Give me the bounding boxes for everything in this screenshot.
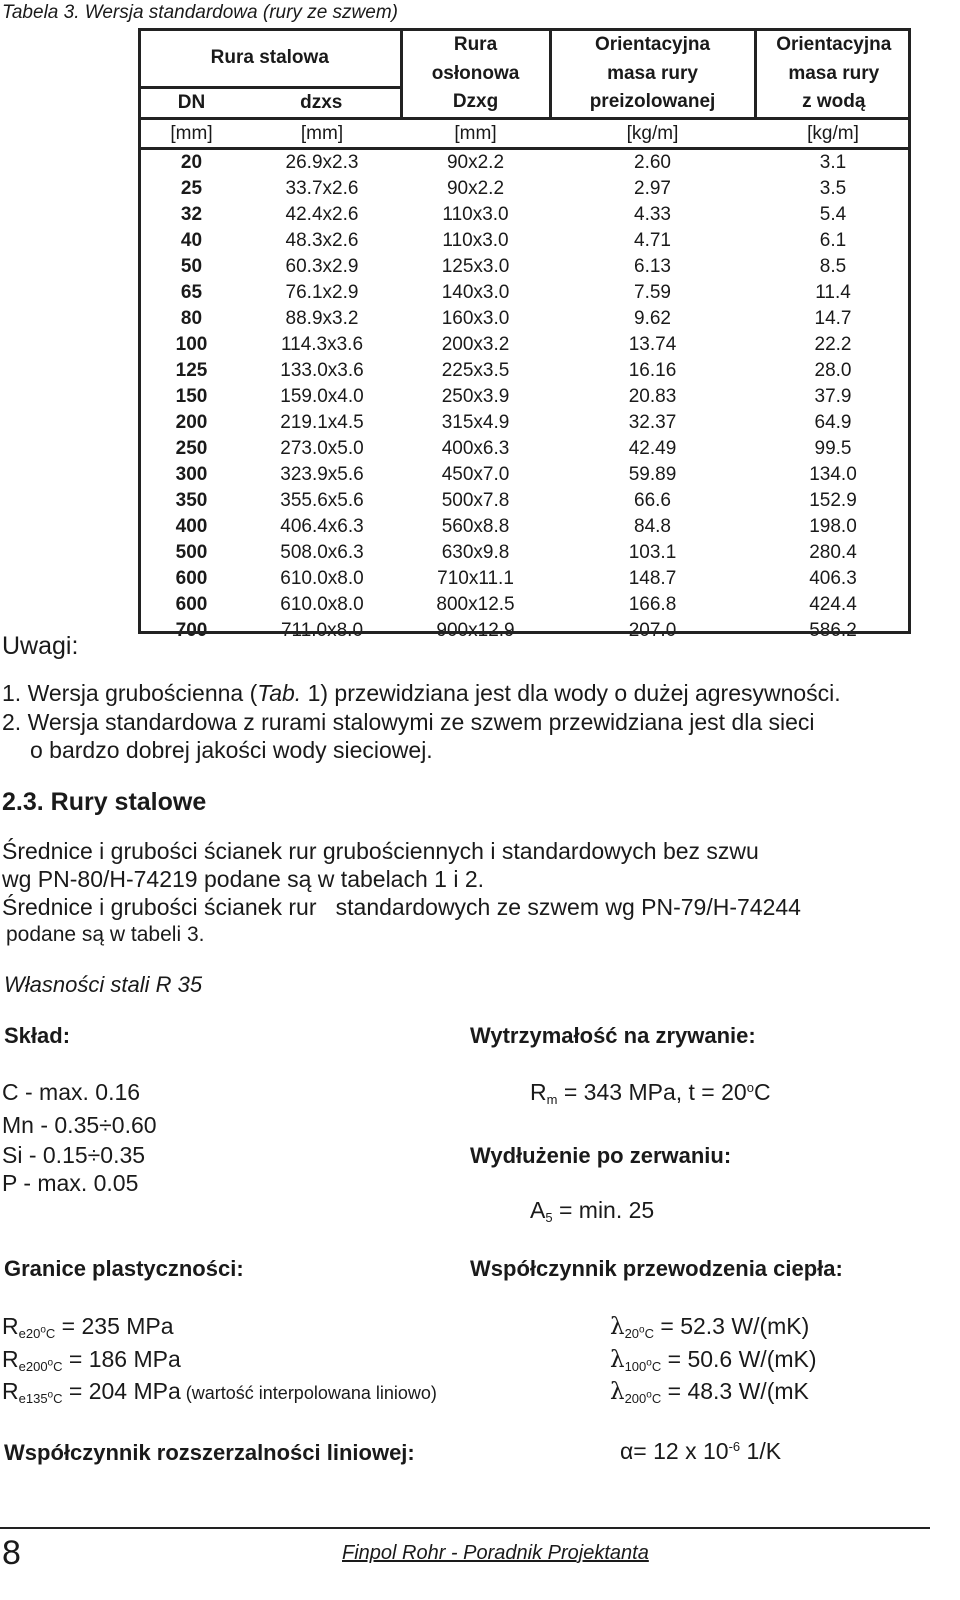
- cell-dn: 600: [175, 594, 208, 615]
- cell-dzxs: 88.9x3.2: [285, 308, 359, 329]
- header-mass-pre-line1: Orientacyjna: [550, 30, 755, 59]
- cell-dn: 50: [180, 256, 203, 277]
- cell-dzxg: 630x9.8: [441, 542, 510, 563]
- table-row: [140, 148, 911, 176]
- conductivity-subscript: [625, 1391, 662, 1406]
- composition-label: Skład:: [4, 1023, 71, 1048]
- expansion-label: Współczynnik rozszerzalności liniowej:: [4, 1440, 415, 1465]
- thermal-conductivity-label: Współczynnik przewodzenia ciepła:: [470, 1256, 843, 1281]
- cell-dzxs: 610.0x8.0: [280, 568, 364, 589]
- yield-subscript: [19, 1359, 63, 1374]
- cell-dzxs: 76.1x2.9: [285, 282, 359, 303]
- header-jacket-pipe-line2: osłonowa: [401, 59, 550, 87]
- cell-mass-pre: 148.7: [628, 568, 677, 589]
- cell-mass-pre: 59.89: [628, 464, 677, 485]
- cell-mass-pre: 207.0: [628, 620, 677, 641]
- cell-dzxs: 711.0x8.0: [280, 620, 364, 641]
- table-row: [140, 488, 911, 514]
- conductivity-sub-degree: o: [639, 1324, 645, 1336]
- cell-mass-water: 586.2: [809, 620, 857, 641]
- yield-sub-degree: o: [40, 1324, 46, 1336]
- cell-dn: 600: [175, 568, 208, 589]
- cell-dn: 20: [140, 148, 243, 176]
- cell-dzxs: 60.3x2.9: [285, 256, 359, 277]
- cell-dzxg: 200x3.2: [441, 334, 510, 355]
- cell-dn: 350: [175, 490, 208, 511]
- paragraph-2-line2: podane są w tabeli 3.: [6, 923, 205, 946]
- lambda-symbol: λ: [610, 1379, 625, 1405]
- cell-mass-water: 134.0: [809, 464, 857, 485]
- conductivity-sub-text: 100: [624, 1359, 647, 1374]
- cell-mass-pre: 32.37: [628, 412, 677, 433]
- conductivity-sub-unit: C: [644, 1326, 654, 1341]
- cell-dzxs: 114.3x3.6: [280, 334, 364, 355]
- header-dn: DN: [140, 87, 243, 118]
- conductivity-sub-text: 200: [624, 1391, 647, 1406]
- alpha-exponent: -6: [728, 1439, 741, 1454]
- cell-mass-pre: 84.8: [634, 516, 671, 537]
- cell-dn: 65: [180, 282, 203, 303]
- cell-mass-water: 3.1: [755, 148, 911, 176]
- table-caption: Tabela 3. Wersja standardowa (rury ze szwem): [2, 2, 398, 23]
- cell-dn: 100: [175, 334, 208, 355]
- cell-mass-pre: 16.16: [628, 360, 677, 381]
- rm-text: = 343 MPa, t = 20: [557, 1079, 747, 1105]
- paragraph-1-line1: Średnice i grubości ścianek rur grubościennych i standardowych bez szwu: [2, 838, 759, 864]
- conductivity-sub-unit: C: [651, 1391, 662, 1406]
- cell-mass-pre: 13.74: [628, 334, 677, 355]
- conductivity-sub-degree: o: [646, 1357, 652, 1369]
- yield-row: [2, 1346, 181, 1374]
- cell-dzxs: 355.6x5.6: [280, 490, 364, 511]
- rm-degree: o: [746, 1080, 754, 1095]
- cell-dzxg: 140x3.0: [441, 282, 510, 303]
- alpha-text: α= 12 x 10: [620, 1438, 729, 1464]
- yield-symbol: R: [2, 1346, 19, 1372]
- cell-dzxg: 110x3.0: [442, 204, 509, 225]
- cell-dn: 200: [175, 412, 208, 433]
- lambda-symbol: λ: [610, 1314, 625, 1340]
- a5-subscript: 5: [545, 1210, 553, 1225]
- rm-subscript: m: [546, 1092, 558, 1107]
- conductivity-value: = 52.3 W/(mK): [654, 1313, 810, 1339]
- composition-mn: Mn - 0.35÷0.60: [2, 1112, 157, 1138]
- cell-mass-water: 8.5: [819, 256, 847, 277]
- cell-dzxs: 323.9x5.6: [280, 464, 364, 485]
- cell-dzxs: 508.0x6.3: [280, 542, 364, 563]
- cell-mass-pre: 2.97: [634, 178, 671, 199]
- cell-dzxs: 26.9x2.3: [243, 148, 401, 176]
- unit-cell: [mm]: [243, 118, 401, 148]
- cell-mass-water: 152.9: [809, 490, 857, 511]
- cell-mass-water: 424.4: [809, 594, 857, 615]
- elongation-label: Wydłużenie po zerwaniu:: [470, 1143, 732, 1168]
- page-number: 8: [2, 1534, 21, 1572]
- table-row: [140, 332, 911, 358]
- cell-dzxg: 900x12.9: [436, 620, 515, 641]
- cell-mass-water: 22.2: [814, 334, 852, 355]
- footer-title: Finpol Rohr - Poradnik Projektanta: [342, 1542, 649, 1564]
- cell-mass-pre: 66.6: [634, 490, 671, 511]
- cell-mass-water: 64.9: [814, 412, 852, 433]
- table-row: [140, 384, 911, 410]
- cell-mass-water: 280.4: [809, 542, 857, 563]
- yield-row: [2, 1378, 437, 1406]
- composition-p: P - max. 0.05: [2, 1170, 139, 1196]
- note-2-line2: o bardzo dobrej jakości wody sieciowej.: [30, 737, 433, 763]
- cell-dzxg: 225x3.5: [441, 360, 510, 381]
- conductivity-row: [610, 1313, 809, 1341]
- header-mass-water-line2: masa rury: [788, 62, 880, 84]
- cell-dzxg: 110x3.0: [442, 230, 509, 251]
- table-row: [140, 228, 911, 254]
- cell-dn: 40: [180, 230, 203, 251]
- cell-mass-water: 37.9: [814, 386, 852, 407]
- table-row: [140, 202, 911, 228]
- cell-dn: 300: [175, 464, 208, 485]
- cell-mass-pre: 7.59: [634, 282, 671, 303]
- cell-dzxg: 160x3.0: [441, 308, 510, 329]
- cell-dzxg: 800x12.5: [436, 594, 515, 615]
- header-jacket-pipe-line1: Rura: [401, 30, 550, 59]
- header-mass-pre-line2: masa rury: [550, 59, 755, 87]
- cell-dn: 80: [180, 308, 203, 329]
- table-row: [140, 618, 911, 644]
- table-row: [140, 410, 911, 436]
- cell-mass-pre: 6.13: [634, 256, 671, 277]
- cell-dzxg: 250x3.9: [441, 386, 510, 407]
- conductivity-row: [610, 1346, 817, 1374]
- yield-sub-unit: C: [45, 1326, 56, 1341]
- cell-dzxs: 42.4x2.6: [285, 204, 359, 225]
- table-row: [140, 462, 911, 488]
- cell-dzxs: 219.1x4.5: [280, 412, 364, 433]
- cell-dzxs: 133.0x3.6: [280, 360, 364, 381]
- table-row: [140, 176, 911, 202]
- note-1-text-a: 1. Wersja grubościenna (: [2, 680, 258, 706]
- properties-title: Własności stali R 35: [4, 972, 203, 997]
- cell-mass-water: 406.3: [809, 568, 857, 589]
- cell-mass-pre: 103.1: [628, 542, 677, 563]
- table-row: [140, 436, 911, 462]
- cell-mass-pre: 166.8: [628, 594, 677, 615]
- a5-value: [530, 1197, 654, 1225]
- cell-mass-water: 99.5: [814, 438, 852, 459]
- cell-dzxs: 159.0x4.0: [280, 386, 364, 407]
- notes-label: Uwagi:: [2, 632, 79, 660]
- section-heading: 2.3. Rury stalowe: [2, 788, 207, 816]
- cell-dzxg: 710x11.1: [437, 568, 514, 589]
- table-row: [140, 306, 911, 332]
- composition-si: Si - 0.15÷0.35: [2, 1142, 146, 1168]
- cell-dzxs: 406.4x6.3: [280, 516, 364, 537]
- unit-cell: [mm]: [140, 118, 243, 148]
- conductivity-sub-degree: o: [646, 1389, 652, 1401]
- cell-mass-water: 11.4: [815, 282, 851, 303]
- table-row: [140, 566, 911, 592]
- table-row: [140, 280, 911, 306]
- table-row: [140, 254, 911, 280]
- cell-dn: 700: [175, 620, 208, 641]
- cell-dzxg: 90x2.2: [401, 148, 550, 176]
- cell-dzxs: 273.0x5.0: [280, 438, 364, 459]
- cell-dzxs: 33.7x2.6: [285, 178, 359, 199]
- cell-dzxg: 450x7.0: [441, 464, 510, 485]
- cell-dn: 250: [175, 438, 208, 459]
- footer-rule: [0, 1527, 930, 1529]
- cell-dzxg: 90x2.2: [446, 178, 505, 199]
- conductivity-row: [610, 1378, 809, 1406]
- cell-dn: 150: [175, 386, 208, 407]
- cell-mass-pre: 4.71: [634, 230, 671, 251]
- cell-mass-pre: 2.60: [550, 148, 755, 176]
- table-row: [140, 514, 911, 540]
- lambda-symbol: λ: [610, 1347, 625, 1373]
- cell-dn: 400: [175, 516, 208, 537]
- header-dzxs: dzxs: [243, 87, 401, 118]
- cell-dn: 500: [175, 542, 208, 563]
- yield-value: = 235 MPa: [55, 1313, 174, 1339]
- conductivity-subscript: [625, 1326, 654, 1341]
- cell-dzxs: 48.3x2.6: [285, 230, 359, 251]
- cell-mass-pre: 42.49: [628, 438, 677, 459]
- cell-dzxg: 560x8.8: [441, 516, 510, 537]
- rm-symbol: R: [530, 1079, 547, 1105]
- yield-sub-degree: o: [47, 1357, 54, 1369]
- alpha-value: [620, 1438, 781, 1465]
- conductivity-sub-unit: C: [651, 1359, 662, 1374]
- header-steel-pipe: Rura stalowa: [140, 30, 401, 87]
- cell-mass-pre: 4.33: [634, 204, 671, 225]
- cell-mass-water: 28.0: [814, 360, 852, 381]
- header-mass-water-line1: Orientacyjna: [776, 34, 892, 55]
- rm-unit: C: [753, 1079, 771, 1105]
- cell-dn: 125: [175, 360, 208, 381]
- yield-subscript: [19, 1391, 63, 1406]
- conductivity-subscript: [625, 1359, 662, 1374]
- yield-sub-degree: o: [47, 1389, 54, 1401]
- table-row: [140, 592, 911, 618]
- yield-value: = 204 MPa: [62, 1378, 181, 1404]
- cell-dzxs: 610.0x8.0: [280, 594, 364, 615]
- yield-sub-unit: C: [53, 1391, 63, 1406]
- paragraph-1-line2: wg PN-80/H-74219 podane są w tabelach 1 i 2.: [2, 866, 485, 892]
- tensile-strength-label: Wytrzymałość na zrywanie:: [470, 1023, 756, 1048]
- header-dzxg: Dzxg: [401, 87, 550, 118]
- conductivity-sub-text: 20: [624, 1326, 640, 1341]
- cell-dzxg: 400x6.3: [441, 438, 510, 459]
- note-1: [2, 680, 841, 707]
- a5-symbol: A: [530, 1197, 546, 1223]
- cell-mass-water: 6.1: [819, 230, 847, 251]
- pipe-table: [140, 30, 911, 644]
- cell-dzxg: 315x4.9: [441, 412, 510, 433]
- cell-dzxg: 125x3.0: [441, 256, 510, 277]
- cell-dzxg: 500x7.8: [441, 490, 510, 511]
- conductivity-value: = 48.3 W/(mK: [661, 1378, 809, 1404]
- cell-mass-water: 14.7: [814, 308, 852, 329]
- composition-c: C - max. 0.16: [2, 1079, 141, 1105]
- yield-symbol: R: [2, 1313, 19, 1339]
- yield-strength-label: Granice plastyczności:: [4, 1256, 244, 1281]
- note-1-tab: Tab.: [257, 680, 302, 706]
- cell-mass-water: 5.4: [819, 204, 847, 225]
- cell-dn: 25: [180, 178, 203, 199]
- yield-sub-text: e135: [18, 1391, 48, 1406]
- note-1-text-b: 1) przewidziana jest dla wody o dużej agresywności.: [301, 680, 841, 706]
- yield-note: (wartość interpolowana liniowo): [180, 1383, 437, 1403]
- cell-mass-water: 198.0: [809, 516, 857, 537]
- yield-sub-text: e200: [18, 1359, 48, 1374]
- unit-cell: [mm]: [401, 118, 550, 148]
- alpha-unit: 1/K: [740, 1438, 782, 1464]
- table-row: [140, 358, 911, 384]
- cell-mass-water: 3.5: [819, 178, 847, 199]
- yield-row: [2, 1313, 174, 1341]
- yield-subscript: [19, 1326, 56, 1341]
- header-mass-pre-line3: preizolowanej: [550, 87, 755, 118]
- yield-symbol: R: [2, 1378, 19, 1404]
- header-mass-water-line3: z wodą: [802, 91, 866, 113]
- a5-text: = min. 25: [552, 1197, 655, 1223]
- cell-mass-pre: 20.83: [628, 386, 677, 407]
- yield-sub-unit: C: [53, 1359, 63, 1374]
- unit-cell: [kg/m]: [755, 118, 911, 148]
- table-row: [140, 540, 911, 566]
- yield-sub-text: e20: [18, 1326, 41, 1341]
- rm-value: [530, 1079, 771, 1107]
- paragraph-2-line1: Średnice i grubości ścianek rur standardowych ze szwem wg PN-79/H-74244: [2, 894, 801, 920]
- note-2-line1: 2. Wersja standardowa z rurami stalowymi ze szwem przewidziana jest dla sieci: [2, 709, 815, 735]
- conductivity-value: = 50.6 W/(mK): [661, 1346, 817, 1372]
- cell-dn: 32: [180, 204, 203, 225]
- unit-cell: [kg/m]: [550, 118, 755, 148]
- cell-mass-pre: 9.62: [634, 308, 671, 329]
- yield-value: = 186 MPa: [62, 1346, 181, 1372]
